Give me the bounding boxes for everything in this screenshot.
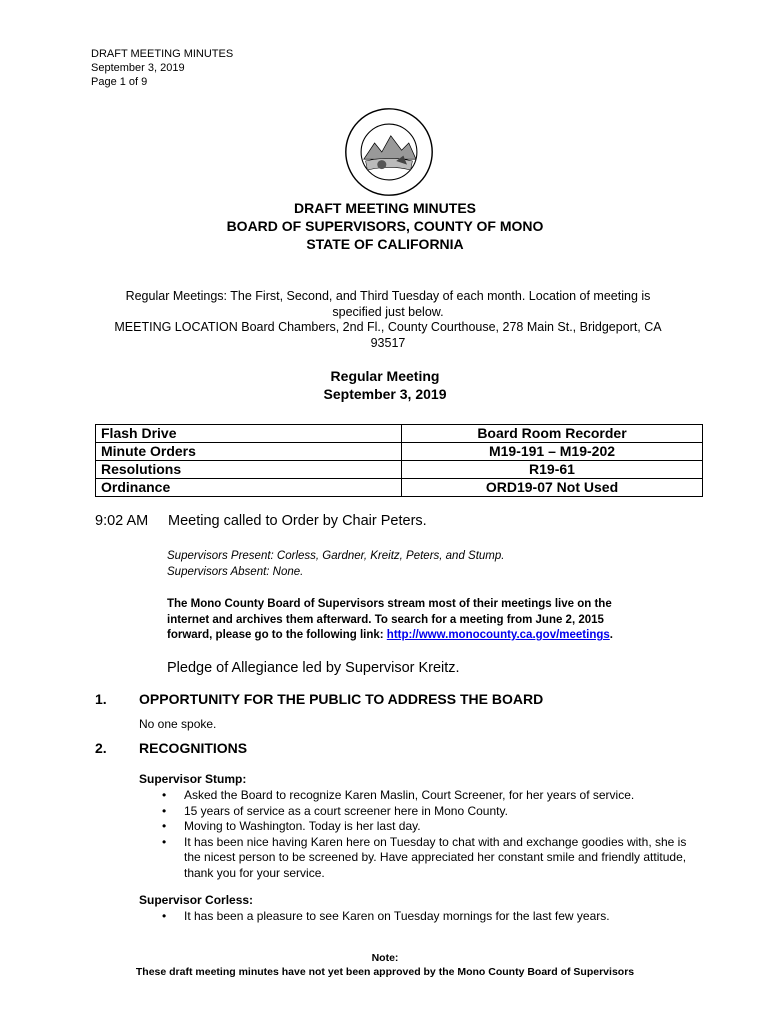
footer-note bbox=[0, 951, 770, 979]
list-item: • Asked the Board to recognize Karen Maslin, Court Screener, for her years of service. bbox=[160, 788, 690, 804]
meeting-location-line: MEETING LOCATION Board Chambers, 2nd Fl., County Courthouse, 278 Main St., Bridgeport, CA bbox=[114, 320, 662, 334]
page-header bbox=[91, 47, 233, 89]
supervisors-absent: Supervisors Absent: None. bbox=[167, 565, 304, 578]
title-line-3: STATE OF CALIFORNIA bbox=[306, 236, 464, 252]
corless-remarks-list bbox=[160, 909, 690, 925]
note-text: These draft meeting minutes have not yet been approved by the Mono County Board of Supervisors bbox=[135, 966, 635, 978]
meeting-location-line: 93517 bbox=[370, 335, 406, 350]
attendance bbox=[167, 549, 504, 580]
meetings-link[interactable]: http://www.monocounty.ca.gov/meetings bbox=[386, 629, 610, 641]
list-item: • It has been a pleasure to see Karen on Tuesday mornings for the last few years. bbox=[160, 909, 690, 925]
county-seal-icon bbox=[344, 107, 434, 197]
table-row bbox=[96, 479, 703, 497]
pledge-of-allegiance: Pledge of Allegiance led by Supervisor Kreitz. bbox=[167, 660, 460, 676]
table-row bbox=[96, 461, 703, 479]
note-label: Note: bbox=[371, 952, 399, 964]
header-date: September 3, 2019 bbox=[91, 62, 185, 74]
meeting-heading bbox=[0, 367, 770, 403]
section-number: 2. bbox=[95, 740, 107, 756]
meeting-date: September 3, 2019 bbox=[323, 386, 447, 402]
stream-notice-line: internet and archives them afterward. To search for a meeting from June 2, 2015 bbox=[167, 613, 604, 626]
reference-table bbox=[95, 424, 703, 497]
list-item: • Moving to Washington. Today is her last day. bbox=[160, 819, 690, 835]
supervisors-present: Supervisors Present: Corless, Gardner, Kreitz, Peters, and Stump. bbox=[167, 550, 505, 562]
section-body: No one spoke. bbox=[139, 717, 217, 731]
table-cell-value: Board Room Recorder bbox=[402, 425, 703, 443]
table-row bbox=[96, 443, 703, 461]
stream-notice-text: forward, please go to the following link: bbox=[167, 629, 387, 641]
call-to-order-time: 9:02 AM bbox=[95, 513, 149, 529]
header-page-number: Page 1 of 9 bbox=[91, 76, 148, 88]
table-cell-value: ORD19-07 Not Used bbox=[402, 479, 703, 497]
section-heading bbox=[95, 740, 247, 756]
stream-notice-line bbox=[167, 628, 687, 644]
list-item: • It has been nice having Karen here on Tuesday to chat with and exchange goodies with, she is the nicest person to be screened by. Have appreciated her constant smile and friendly attitude, thank you for your service. bbox=[160, 835, 690, 882]
table-cell-value: M19-191 – M19-202 bbox=[402, 443, 703, 461]
table-cell-label: Minute Orders bbox=[96, 443, 402, 461]
stream-notice-period: . bbox=[609, 629, 613, 641]
table-row bbox=[96, 425, 703, 443]
title-line-1: DRAFT MEETING MINUTES bbox=[294, 200, 476, 216]
stream-notice-line: The Mono County Board of Supervisors stream most of their meetings live on the bbox=[167, 598, 612, 610]
meeting-type: Regular Meeting bbox=[330, 368, 440, 384]
call-to-order-text: Meeting called to Order by Chair Peters. bbox=[168, 513, 427, 529]
section-number: 1. bbox=[95, 691, 107, 707]
list-item: • 15 years of service as a court screener here in Mono County. bbox=[160, 804, 690, 820]
section-title: OPPORTUNITY FOR THE PUBLIC TO ADDRESS THE BOARD bbox=[139, 691, 544, 707]
regular-meetings-line: specified just below. bbox=[332, 304, 444, 319]
call-to-order bbox=[95, 513, 427, 529]
table-cell-label: Ordinance bbox=[96, 479, 402, 497]
section-heading bbox=[95, 691, 543, 707]
title-line-2: BOARD OF SUPERVISORS, COUNTY OF MONO bbox=[226, 218, 544, 234]
regular-meetings-line: Regular Meetings: The First, Second, and Third Tuesday of each month. Location of meeting is bbox=[125, 289, 651, 303]
table-cell-value: R19-61 bbox=[402, 461, 703, 479]
stump-remarks-list bbox=[160, 788, 690, 881]
section-title: RECOGNITIONS bbox=[139, 740, 248, 756]
header-doc-title: DRAFT MEETING MINUTES bbox=[91, 48, 234, 60]
stream-notice bbox=[167, 597, 687, 644]
table-cell-label: Flash Drive bbox=[96, 425, 402, 443]
speaker-heading: Supervisor Corless: bbox=[139, 893, 254, 907]
document-title bbox=[0, 199, 770, 253]
regular-meetings-info bbox=[90, 289, 686, 351]
speaker-heading: Supervisor Stump: bbox=[139, 772, 247, 786]
table-cell-label: Resolutions bbox=[96, 461, 402, 479]
